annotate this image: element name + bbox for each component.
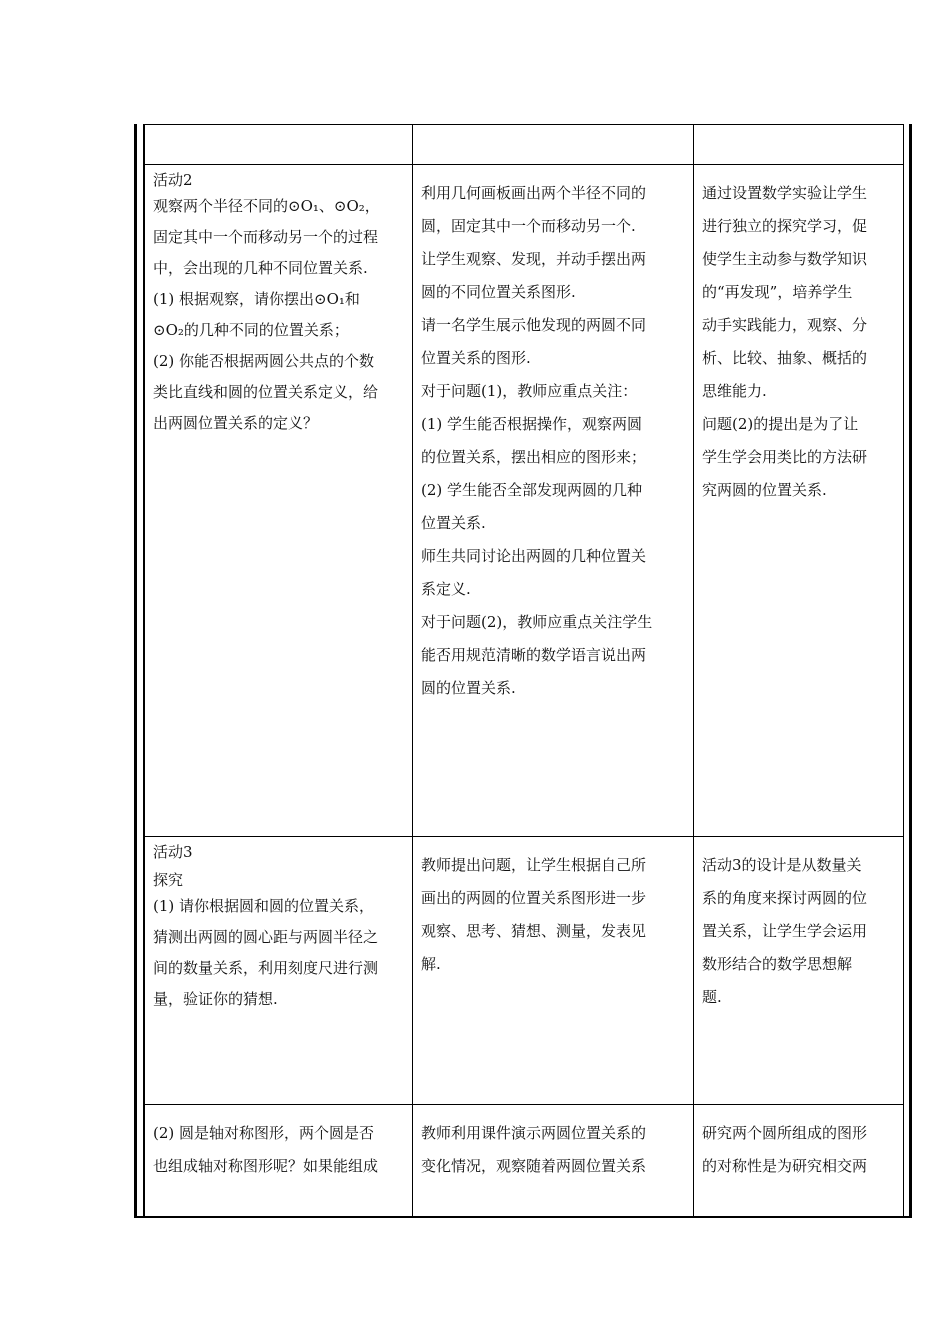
activity-cell — [145, 165, 413, 837]
table-frame — [134, 124, 912, 1218]
text-line: (2) 你能否根据两圆公共点的个数 — [153, 352, 375, 370]
text-line: 位置关系的图形. — [421, 349, 531, 367]
text-line: 动手实践能力，观察、分 — [702, 316, 868, 334]
activity-cell — [145, 837, 413, 1105]
text-line: 系的角度来探讨两圆的位 — [702, 889, 868, 907]
text-line: 的“再发现”，培养学生 — [702, 283, 853, 301]
text-line: 观察两个半径不同的⊙O₁、⊙O₂， — [153, 197, 380, 215]
text-line: 系定义. — [421, 580, 471, 598]
table-row — [145, 1105, 904, 1217]
text-line: 置关系，让学生学会运用 — [702, 922, 868, 940]
text-line: (2) 学生能否全部发现两圆的几种 — [421, 481, 643, 499]
teacher-activity-cell — [413, 165, 694, 837]
design-intent-cell — [694, 1105, 904, 1217]
text-line: 间的数量关系，利用刻度尺进行测 — [153, 959, 379, 977]
text-line: 的位置关系，摆出相应的图形来； — [421, 448, 647, 466]
activity-title: 活动2 — [153, 171, 193, 189]
text-line: 猜测出两圆的圆心距与两圆半径之 — [153, 928, 379, 946]
activity-subtitle: 探究 — [153, 871, 184, 889]
text-line: (1) 请你根据圆和圆的位置关系， — [153, 897, 375, 915]
table-row — [145, 125, 904, 165]
text-line: 活动3的设计是从数量关 — [702, 856, 862, 874]
text-line: 圆的不同位置关系图形. — [421, 283, 576, 301]
table-cell — [413, 125, 694, 165]
table-cell — [694, 125, 904, 165]
table-row — [145, 165, 904, 837]
activity-cell — [145, 1105, 413, 1217]
text-line: ⊙O₂的几种不同的位置关系； — [153, 321, 349, 339]
design-intent-cell — [694, 837, 904, 1105]
text-line: 师生共同讨论出两圆的几种位置关 — [421, 547, 647, 565]
text-line: 中，会出现的几种不同位置关系. — [153, 259, 368, 277]
text-line: 类比直线和圆的位置关系定义，给 — [153, 383, 379, 401]
text-line: 题. — [702, 988, 722, 1006]
text-line: 利用几何画板画出两个半径不同的 — [421, 184, 647, 202]
text-line: 让学生观察、发现，并动手摆出两 — [421, 250, 647, 268]
text-line: (1) 根据观察，请你摆出⊙O₁和 — [153, 290, 360, 308]
text-line: 究两圆的位置关系. — [702, 481, 827, 499]
text-line: 变化情况，观察随着两圆位置关系 — [421, 1157, 647, 1175]
activity-title: 活动3 — [153, 843, 193, 861]
text-line: 位置关系. — [421, 514, 486, 532]
text-line: 数形结合的数学思想解 — [702, 955, 853, 973]
text-line: 教师提出问题，让学生根据自己所 — [421, 856, 647, 874]
text-line: 量，验证你的猜想. — [153, 990, 278, 1008]
text-line: 圆，固定其中一个而移动另一个. — [421, 217, 636, 235]
text-line: 固定其中一个而移动另一个的过程 — [153, 228, 379, 246]
text-line: 研究两个圆所组成的图形 — [702, 1124, 868, 1142]
teacher-activity-cell — [413, 837, 694, 1105]
text-line: 进行独立的探究学习，促 — [702, 217, 868, 235]
text-line: 也组成轴对称图形呢？如果能组成 — [153, 1157, 379, 1175]
text-line: 观察、思考、猜想、测量，发表见 — [421, 922, 647, 940]
design-intent-cell — [694, 165, 904, 837]
outer-border-left — [134, 124, 137, 1218]
text-line: 解. — [421, 955, 441, 973]
table-cell — [145, 125, 413, 165]
text-line: 出两圆位置关系的定义？ — [153, 414, 319, 432]
lesson-plan-table — [144, 124, 904, 1217]
table-row — [145, 837, 904, 1105]
text-line: 思维能力. — [702, 382, 767, 400]
text-line: 的对称性是为研究相交两 — [702, 1157, 868, 1175]
teacher-activity-cell — [413, 1105, 694, 1217]
text-line: 请一名学生展示他发现的两圆不同 — [421, 316, 647, 334]
text-line: 问题(2)的提出是为了让 — [702, 415, 859, 433]
text-line: 对于问题(2)，教师应重点关注学生 — [421, 613, 653, 631]
text-line: (2) 圆是轴对称图形，两个圆是否 — [153, 1124, 375, 1142]
text-line: 画出的两圆的位置关系图形进一步 — [421, 889, 647, 907]
text-line: 圆的位置关系. — [421, 679, 516, 697]
text-line: 通过设置数学实验让学生 — [702, 184, 868, 202]
text-line: 学生学会用类比的方法研 — [702, 448, 868, 466]
text-line: 对于问题(1)，教师应重点关注： — [421, 382, 638, 400]
text-line: 教师利用课件演示两圆位置关系的 — [421, 1124, 647, 1142]
text-line: (1) 学生能否根据操作，观察两圆 — [421, 415, 643, 433]
outer-border-right — [909, 124, 912, 1218]
text-line: 析、比较、抽象、概括的 — [702, 349, 868, 367]
text-line: 使学生主动参与数学知识 — [702, 250, 868, 268]
text-line: 能否用规范清晰的数学语言说出两 — [421, 646, 647, 664]
